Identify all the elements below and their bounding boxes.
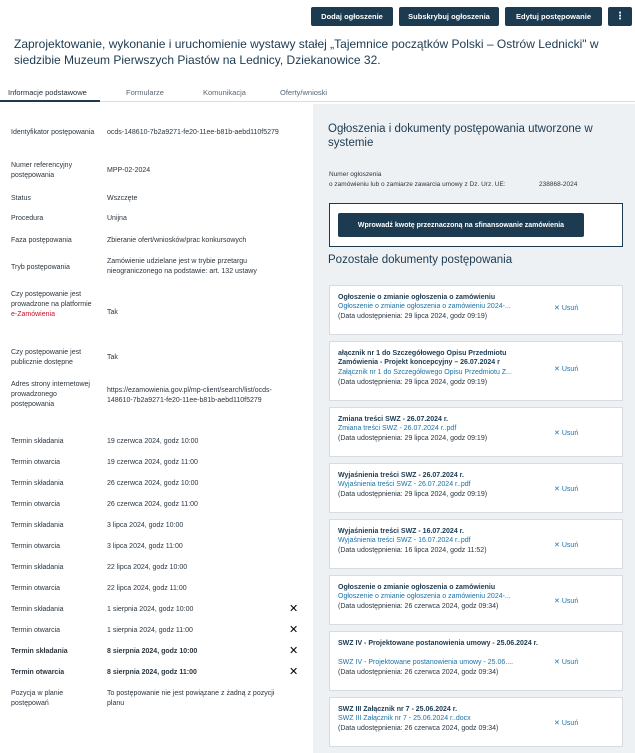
document-file-link[interactable]: SWZ III Załącznik nr 7 - 25.06.2024 r..docx — [338, 715, 471, 722]
tab-bar — [0, 84, 635, 102]
document-date: (Data udostępnienia: 29 lipca 2024, godz 09:19) — [338, 313, 488, 320]
subscribe-notices-button[interactable]: Subskrybuj ogłoszenia — [399, 7, 499, 26]
close-icon: ✕ — [554, 430, 560, 437]
detail-label: Faza postępowania — [11, 237, 72, 244]
remove-document-button[interactable] — [554, 304, 578, 312]
term-label: Termin składania — [11, 438, 64, 445]
detail-value: Tak — [107, 354, 118, 361]
delete-term-icon[interactable]: ✕ — [289, 624, 299, 636]
detail-value: Tak — [107, 309, 118, 316]
delete-term-icon[interactable]: ✕ — [289, 666, 299, 678]
term-value: 19 czerwca 2024, godz 10:00 — [107, 438, 199, 445]
remove-document-button[interactable] — [554, 429, 578, 437]
close-icon: ✕ — [554, 720, 560, 727]
remove-label: Usuń — [561, 429, 579, 437]
term-value: 1 sierpnia 2024, godz 10:00 — [107, 606, 194, 613]
term-value: 22 lipca 2024, godz 10:00 — [107, 564, 188, 571]
term-label: Termin składania — [11, 522, 64, 529]
remove-label: Usuń — [561, 304, 579, 312]
term-value: 19 czerwca 2024, godz 11:00 — [107, 459, 198, 466]
document-card — [329, 697, 623, 747]
detail-label: Czy postępowanie jest publicznie dostępne — [11, 349, 82, 366]
detail-label: Procedura — [11, 215, 44, 222]
term-label: Termin składania — [11, 606, 64, 613]
term-value: 26 czerwca 2024, godz 11:00 — [107, 501, 198, 508]
detail-label: Adres strony internetowej prowadzonego postępowania — [11, 381, 90, 408]
term-label: Termin otwarcia — [11, 459, 61, 466]
delete-term-icon[interactable]: ✕ — [289, 645, 299, 657]
document-file-link[interactable]: Ogłoszenie o zmianie ogłoszenia o zamówieniu 2024-... — [338, 593, 511, 600]
notice-number — [329, 170, 578, 190]
term-label: Termin składania — [11, 648, 68, 655]
close-icon: ✕ — [554, 659, 560, 666]
detail-value: Zamówienie udzielane jest w trybie przetargu nieograniczonego na podstawie: art. 132 ustawy — [107, 258, 257, 275]
term-label: Termin otwarcia — [11, 627, 61, 634]
document-card — [329, 575, 623, 625]
remove-document-button[interactable] — [554, 658, 578, 666]
document-date: (Data udostępnienia: 29 lipca 2024, godz 09:19) — [338, 491, 488, 498]
detail-value: Unijna — [107, 215, 127, 222]
detail-label: Numer referencyjny postępowania — [11, 162, 73, 179]
tab-offers[interactable]: Oferty/wnioski — [280, 88, 328, 97]
detail-label: Tryb postępowania — [11, 264, 70, 271]
plan-value: To postępowanie nie jest powiązane z żadną z pozycji planu — [107, 690, 275, 707]
document-file-link[interactable]: Załącznik nr 1 do Szczegółowego Opisu Przedmiotu Z... — [338, 369, 512, 376]
more-menu-icon[interactable]: ⋮ — [608, 7, 632, 26]
procedure-url-link[interactable]: https://ezamowienia.gov.pl/mp-client/search/list/ocds-148610-7b2a9271-fe20-11ee-b81b-aebd110f5279 — [107, 387, 272, 404]
detail-label — [11, 290, 101, 320]
document-date: (Data udostępnienia: 26 czerwca 2024, godz 09:34) — [338, 725, 499, 732]
document-card — [329, 341, 623, 401]
page-title: Zaprojektowanie, wykonanie i uruchomienie wystawy stałej „Tajemnice początków Polski – Ostrów Lednicki" w siedzibie Muzeum Pierwszych Piastów na Lednicy, Dziekanowice 32. — [14, 37, 599, 67]
document-title: SWZ IV - Projektowane postanowienia umowy - 25.06.2024 r. — [338, 640, 538, 647]
term-label: Termin składania — [11, 480, 64, 487]
document-title: ałącznik nr 1 do Szczegółowego Opisu Przedmiotu Zamówienia - Projekt koncepcyjny – 26.07.2024 r — [338, 350, 507, 366]
plan-label: Pozycja w planie postępowań — [11, 690, 64, 707]
toolbar — [311, 7, 632, 26]
tab-basic-info[interactable]: Informacje podstawowe — [8, 88, 87, 97]
document-title: Ogłoszenie o zmianie ogłoszenia o zamówieniu — [338, 584, 496, 591]
notice-value: 238868-2024 — [539, 181, 578, 188]
document-title: Ogłoszenie o zmianie ogłoszenia o zamówieniu — [338, 294, 496, 301]
term-label: Termin otwarcia — [11, 585, 61, 592]
document-date: (Data udostępnienia: 26 czerwca 2024, godz 09:34) — [338, 603, 499, 610]
document-title: Wyjaśnienia treści SWZ - 26.07.2024 r. — [338, 472, 464, 479]
detail-label: Status — [11, 195, 31, 202]
close-icon: ✕ — [554, 598, 560, 605]
ezamowienia-link[interactable]: e-Zamówienia — [11, 311, 55, 318]
enter-amount-button[interactable]: Wprowadź kwotę przeznaczoną na sfinansowanie zamówienia — [338, 213, 584, 237]
tab-communication[interactable]: Komunikacja — [203, 88, 246, 97]
document-title: Wyjaśnienia treści SWZ - 16.07.2024 r. — [338, 528, 464, 535]
document-file-link[interactable]: Wyjaśnienia treści SWZ - 16.07.2024 r..pdf — [338, 537, 471, 544]
document-file-link[interactable]: Zmiana treści SWZ - 26.07.2024 r..pdf — [338, 425, 457, 432]
term-label: Termin otwarcia — [11, 543, 61, 550]
remove-document-button[interactable] — [554, 597, 578, 605]
cta-box — [329, 203, 623, 247]
remove-label: Usuń — [561, 597, 579, 605]
platform-question-text: Czy postępowanie jest prowadzone na platformie — [11, 291, 92, 308]
notice-label-2: o zamówieniu lub o zamiarze zawarcia umowy z Dz. Urz. UE: — [329, 181, 506, 188]
document-card — [329, 407, 623, 457]
active-tab-indicator — [0, 100, 100, 102]
document-date: (Data udostępnienia: 29 lipca 2024, godz 09:19) — [338, 435, 488, 442]
term-value: 3 lipca 2024, godz 10:00 — [107, 522, 184, 529]
detail-value: MPP-02-2024 — [107, 167, 151, 174]
document-title: SWZ III Załącznik nr 7 - 25.06.2024 r. — [338, 706, 458, 713]
add-notice-button[interactable]: Dodaj ogłoszenie — [311, 7, 393, 26]
document-card — [329, 463, 623, 513]
term-value: 26 czerwca 2024, godz 10:00 — [107, 480, 199, 487]
remove-label: Usuń — [561, 541, 579, 549]
documents-title: Ogłoszenia i dokumenty postępowania utworzone w systemie — [328, 123, 593, 149]
term-label: Termin otwarcia — [11, 669, 65, 676]
delete-term-icon[interactable]: ✕ — [289, 603, 299, 615]
remove-document-button[interactable] — [554, 719, 578, 727]
document-file-link[interactable]: Wyjaśnienia treści SWZ - 26.07.2024 r..pdf — [338, 481, 471, 488]
remove-label: Usuń — [561, 658, 579, 666]
detail-value: Zbieranie ofert/wniosków/prac konkursowych — [107, 237, 247, 244]
other-documents-title: Pozostałe dokumenty postępowania — [328, 254, 513, 266]
document-card — [329, 519, 623, 569]
edit-procedure-button[interactable]: Edytuj postępowanie — [505, 7, 602, 26]
remove-label: Usuń — [561, 719, 579, 727]
remove-label: Usuń — [561, 365, 579, 373]
remove-document-button[interactable] — [554, 541, 578, 549]
document-date: (Data udostępnienia: 29 lipca 2024, godz 09:19) — [338, 379, 488, 386]
remove-document-button[interactable] — [554, 485, 578, 493]
term-label: Termin otwarcia — [11, 501, 61, 508]
notice-label-1: Numer ogłoszenia — [329, 171, 382, 178]
document-date: (Data udostępnienia: 26 czerwca 2024, godz 09:34) — [338, 669, 499, 676]
document-title: Zmiana treści SWZ - 26.07.2024 r. — [338, 416, 449, 423]
term-value: 1 sierpnia 2024, godz 11:00 — [107, 627, 193, 634]
documents-panel — [313, 104, 635, 753]
document-date: (Data udostępnienia: 16 lipca 2024, godz 11:52) — [338, 547, 487, 554]
term-value: 8 sierpnia 2024, godz 11:00 — [107, 669, 197, 676]
remove-label: Usuń — [561, 485, 579, 493]
close-icon: ✕ — [554, 542, 560, 549]
remove-document-button[interactable] — [554, 365, 578, 373]
term-value: 22 lipca 2024, godz 11:00 — [107, 585, 187, 592]
document-file-link[interactable]: Ogłoszenie o zmianie ogłoszenia o zamówieniu 2024-... — [338, 303, 511, 310]
close-icon: ✕ — [554, 305, 560, 312]
detail-value: ocds-148610-7b2a9271-fe20-11ee-b81b-aebd110f5279 — [107, 129, 279, 136]
close-icon: ✕ — [554, 486, 560, 493]
term-value: 8 sierpnia 2024, godz 10:00 — [107, 648, 198, 655]
term-value: 3 lipca 2024, godz 11:00 — [107, 543, 183, 550]
detail-label: Identyfikator postępowania — [11, 129, 95, 136]
term-label: Termin składania — [11, 564, 64, 571]
tab-forms[interactable]: Formularze — [126, 88, 164, 97]
document-file-link[interactable]: SWZ IV - Projektowane postanowienia umowy - 25.06.... — [338, 659, 514, 666]
document-card — [329, 285, 623, 335]
document-card — [329, 631, 623, 691]
detail-value: Wszczęte — [107, 195, 138, 202]
close-icon: ✕ — [554, 366, 560, 373]
